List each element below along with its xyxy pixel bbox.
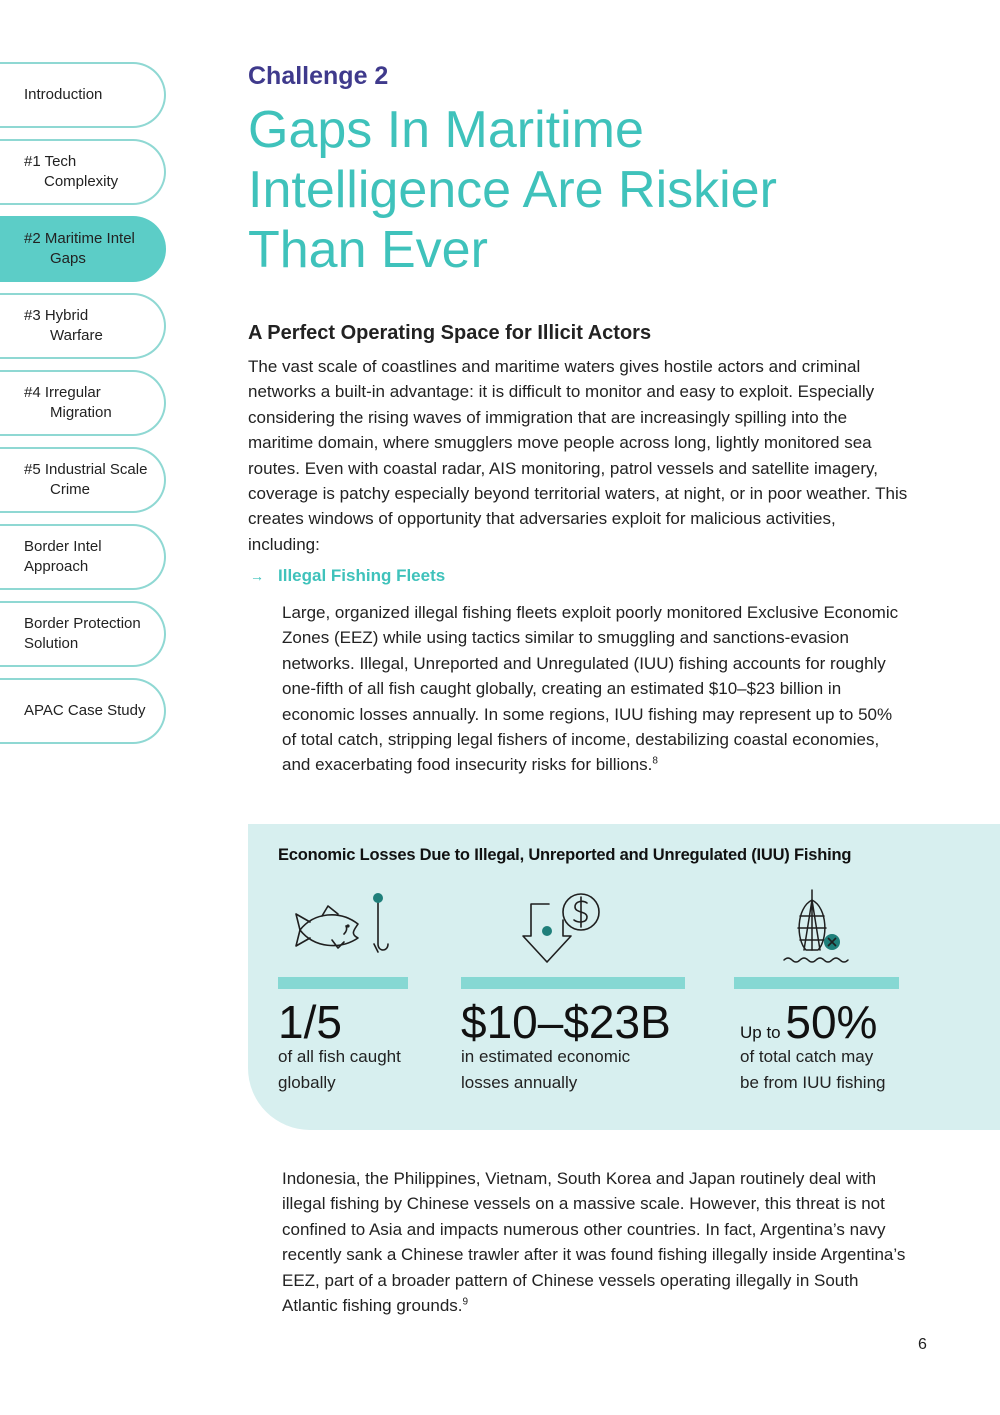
stat-number: 1/5 [278,996,342,1048]
dollar-down-arrow-icon [521,886,611,966]
section-kicker: Challenge 2 [248,62,389,90]
stat-desc-line: globally [278,1073,336,1092]
sidebar-item-border-intel-approach[interactable] [0,524,166,590]
stat-desc-line: of total catch may [740,1047,874,1066]
stat-desc-line: be from IUU fishing [740,1073,886,1092]
sidebar-item-irregular-migration[interactable] [0,370,166,436]
sidebar-item-label: #3 Hybrid [24,307,89,324]
sidebar-item-introduction[interactable] [0,62,166,128]
sidebar-item-tech-complexity[interactable] [0,139,166,205]
stat-bar [734,977,899,989]
stat-description [278,1044,401,1096]
sidebar-item-label: Complexity [44,173,119,190]
sidebar-item-label: Crime [50,481,90,498]
fishing-net-icon [782,886,852,966]
sidebar-item-label: Border Protection [24,615,141,632]
page-number: 6 [918,1336,927,1353]
closing-paragraph [282,1166,907,1318]
stat-number: 50% [785,996,878,1048]
section-heading: A Perfect Operating Space for Illicit Actors [248,322,652,344]
sidebar-item-label: Gaps [50,250,86,267]
sidebar-item-label: #5 Industrial Scale [24,461,148,478]
bullet-text: Large, organized illegal fishing fleets exploit poorly monitored Exclusive Economic Zones (EEZ) while using tactics similar to smuggling and sanctions-evasion networks. Illegal, Unreported and Unregulated (IUU) fishing accounts for roughly one-fifth of all fish caught globally, creating an estimated $10–$23 billion in economic losses annually. In some regions, IUU fishing may represent up to 50% of total catch, stripping legal fishers of income, destabilizing coastal economies, and exacerbating food insecurity risks for billions. [282,603,899,775]
sidebar-item-label: Introduction [24,86,103,103]
stat-desc-line: in estimated economic [461,1047,631,1066]
sidebar-item-border-protection-solution[interactable] [0,601,166,667]
sidebar-item-label: APAC Case Study [24,702,146,719]
sidebar-item-maritime-intel-gaps[interactable] [0,216,166,282]
sidebar-item-label: #2 Maritime Intel [24,230,135,247]
page-title-line: Than Ever [248,221,488,279]
stat-bar [278,977,408,989]
page-title-line: Gaps In Maritime [248,101,644,159]
sidebar-item-industrial-scale-crime[interactable] [0,447,166,513]
sidebar-item-label: Migration [50,404,112,421]
sidebar-item-hybrid-warfare[interactable] [0,293,166,359]
bullet-heading [250,566,445,586]
sidebar-item-label: Border Intel [24,538,102,555]
stat-prefix: Up to [740,1023,786,1042]
arrow-right-icon: → [250,568,264,584]
bullet-paragraph [282,600,902,778]
stat-bar [461,977,685,989]
stat-desc-line: of all fish caught [278,1047,401,1066]
stat-number: $10–$23B [461,996,671,1048]
sidebar-item-label: Warfare [50,327,103,344]
sidebar-item-label: #1 Tech [24,153,77,170]
closing-text: Indonesia, the Philippines, Vietnam, South Korea and Japan routinely deal with illegal fishing by Chinese vessels on a massive scale. However, this threat is not confined to Asia and impacts numerous other countries. In fact, Argentina’s navy recently sank a Chinese trawler after it was found fishing illegally inside Argentina’s EEZ, part of a broader pattern of Chinese vessels operating illegally in South Atlantic fishing grounds. [282,1169,906,1316]
bullet-label: Illegal Fishing Fleets [278,566,446,585]
fish-hook-icon [292,886,392,966]
stat-desc-line: losses annually [461,1073,578,1092]
stat-description [740,1044,886,1096]
sidebar-item-label: #4 Irregular [24,384,101,401]
sidebar-item-label: Solution [24,635,79,652]
sidebar-item-label: Approach [24,558,89,575]
stat-description [461,1044,630,1096]
footnote-ref: 8 [652,755,658,767]
page-title-line: Intelligence Are Riskier [248,161,777,219]
sidebar-item-apac-case-study[interactable] [0,678,166,744]
intro-paragraph: The vast scale of coastlines and maritime waters gives hostile actors and criminal networks a built-in advantage: it is difficult to monitor and easy to exploit. Especially considering the rising waves of immigration that are increasingly spilling into the maritime domain, where smugglers move people across long, lightly monitored sea routes. Even with coastal radar, AIS monitoring, patrol vessels and satellite imagery, coverage is patchy especially beyond territorial waters, at night, or in poor weather. This creates windows of opportunity that adversaries exploit for malicious activities, including: [248,357,908,554]
stats-panel [248,824,1000,1130]
footnote-ref: 9 [462,1296,469,1308]
stats-panel-title: Economic Losses Due to Illegal, Unreported and Unregulated (IUU) Fishing [278,846,852,864]
page-title [248,100,888,280]
